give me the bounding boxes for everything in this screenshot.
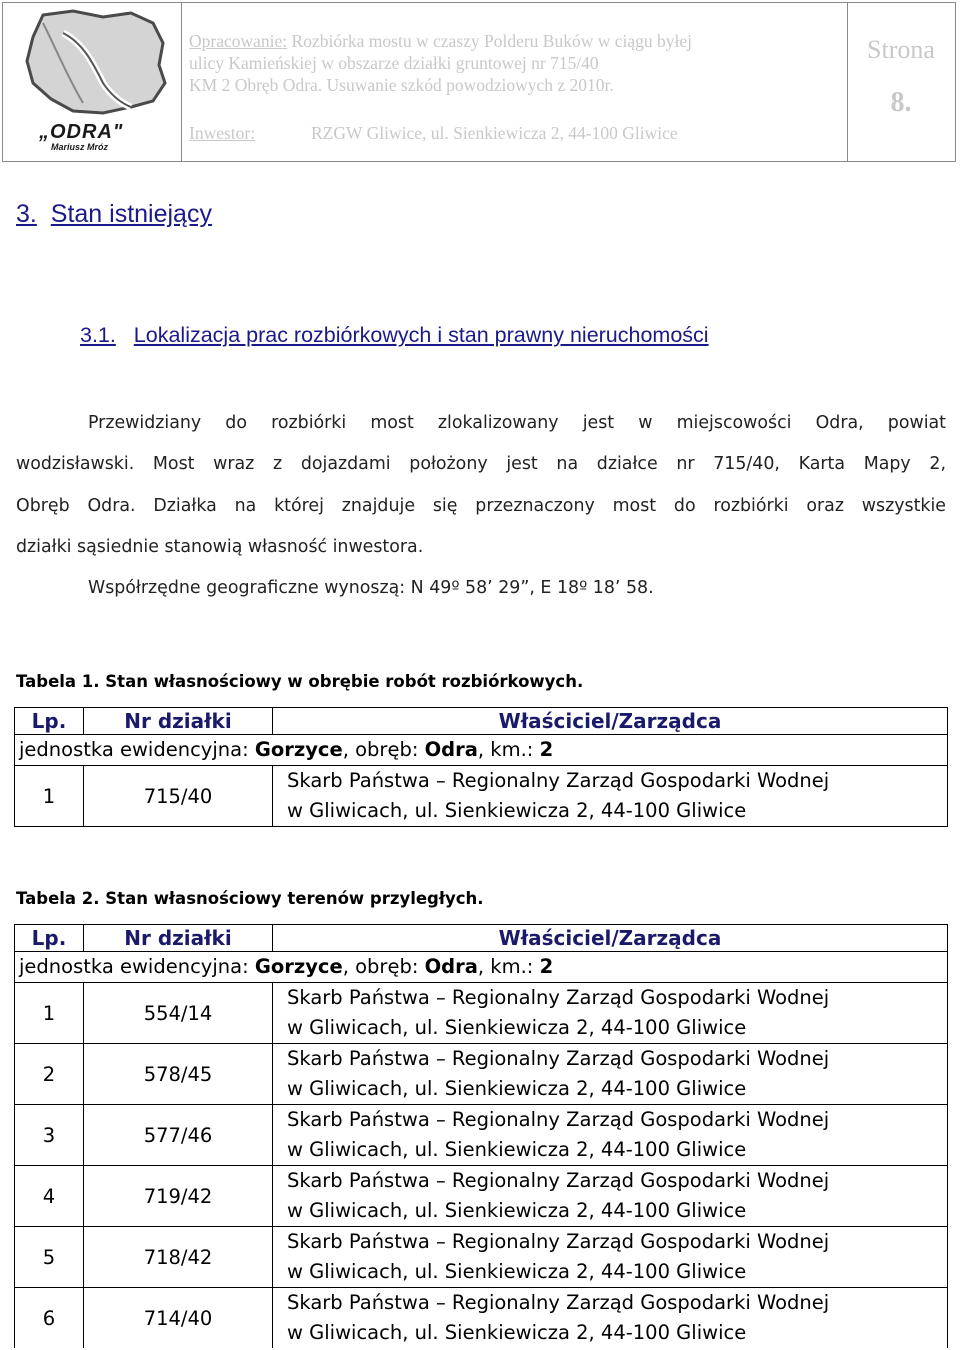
owner-line-1: Skarb Państwa – Regionalny Zarząd Gospodarki Wodnej [287, 769, 830, 792]
table-row [15, 1044, 948, 1105]
row-owner [273, 1227, 948, 1288]
subsection-title: Lokalizacja prac rozbiórkowych i stan prawny nieruchomości [133, 323, 709, 347]
section-title: Stan istniejący [50, 200, 212, 228]
header-owner: Właściciel/Zarządca [273, 708, 948, 735]
paragraph-line-3: Obręb Odra. Działka na której znajduje się przeznaczony most do rozbiórki oraz wszystkie [16, 496, 946, 516]
table-row [15, 1105, 948, 1166]
unit-km: 2 [539, 738, 554, 761]
row-owner [273, 1105, 948, 1166]
logo [3, 3, 182, 161]
unit-prefix: jednostka ewidencyjna: [19, 955, 255, 978]
row-owner [273, 1288, 948, 1349]
header-plot-number: Nr działki [84, 708, 273, 735]
row-lp: 1 [15, 983, 84, 1044]
header-lp: Lp. [15, 925, 84, 952]
owner-line-2: w Gliwicach, ul. Sienkiewicza 2, 44-100 Gliwice [287, 1016, 747, 1039]
ownership-table-1 [14, 707, 948, 827]
unit-row [15, 735, 948, 766]
unit-mid: , obręb: [342, 955, 425, 978]
paragraph-line-2: wodzisławski. Most wraz z dojazdami położony jest na działce nr 715/40, Karta Mapy 2, [16, 454, 946, 474]
owner-line-1: Skarb Państwa – Regionalny Zarząd Gospodarki Wodnej [287, 1108, 830, 1131]
row-plot-number: 719/42 [84, 1166, 273, 1227]
ownership-table-2 [14, 924, 948, 1348]
row-lp: 3 [15, 1105, 84, 1166]
owner-line-2: w Gliwicach, ul. Sienkiewicza 2, 44-100 Gliwice [287, 1138, 747, 1161]
row-plot-number: 714/40 [84, 1288, 273, 1349]
owner-line-1: Skarb Państwa – Regionalny Zarząd Gospodarki Wodnej [287, 1291, 830, 1314]
unit-km-label: , km.: [477, 955, 540, 978]
row-lp: 6 [15, 1288, 84, 1349]
project-line-1: Rozbiórka mostu w czaszy Polderu Buków w ciągu byłej [291, 31, 693, 51]
owner-line-2: w Gliwicach, ul. Sienkiewicza 2, 44-100 Gliwice [287, 1321, 747, 1344]
row-lp: 4 [15, 1166, 84, 1227]
owner-line-1: Skarb Państwa – Regionalny Zarząd Gospodarki Wodnej [287, 1230, 830, 1253]
owner-line-2: w Gliwicach, ul. Sienkiewicza 2, 44-100 Gliwice [287, 1260, 747, 1283]
unit-obreb: Odra [424, 738, 478, 761]
table-row [15, 766, 948, 827]
investor-label: Inwestor: [189, 123, 256, 143]
page-number: 8. [890, 87, 912, 118]
project-label: Opracowanie: [189, 31, 288, 51]
table-row [15, 1288, 948, 1349]
row-owner [273, 983, 948, 1044]
project-line-3: KM 2 Obręb Odra. Usuwanie szkód powodziowych z 2010r. [189, 75, 614, 95]
row-plot-number: 718/42 [84, 1227, 273, 1288]
table-row [15, 1227, 948, 1288]
table1-caption: Tabela 1. Stan własnościowy w obrębie robót rozbiórkowych. [16, 672, 584, 691]
subsection-number: 3.1. [80, 323, 116, 347]
unit-row [15, 952, 948, 983]
unit-gmina: Gorzyce [254, 955, 343, 978]
row-owner [273, 1044, 948, 1105]
row-lp: 1 [15, 766, 84, 827]
investor-value: RZGW Gliwice, ul. Sienkiewicza 2, 44-100 Gliwice [311, 123, 678, 143]
logo-subtitle: Mariusz Mróz [51, 142, 109, 152]
owner-line-2: w Gliwicach, ul. Sienkiewicza 2, 44-100 Gliwice [287, 1077, 747, 1100]
owner-line-2: w Gliwicach, ul. Sienkiewicza 2, 44-100 Gliwice [287, 1199, 747, 1222]
table-row [15, 1166, 948, 1227]
paragraph-line-1: Przewidziany do rozbiórki most zlokalizowany jest w miejscowości Odra, powiat [88, 413, 946, 433]
section-number: 3. [16, 200, 37, 228]
table-header-row [15, 925, 948, 952]
unit-prefix: jednostka ewidencyjna: [19, 738, 255, 761]
subsection-heading [80, 323, 709, 348]
project-info [181, 3, 848, 161]
page-label: Strona [867, 35, 935, 64]
table-row [15, 983, 948, 1044]
row-plot-number: 577/46 [84, 1105, 273, 1166]
owner-line-2: w Gliwicach, ul. Sienkiewicza 2, 44-100 Gliwice [287, 799, 747, 822]
row-lp: 5 [15, 1227, 84, 1288]
section-heading [16, 200, 212, 229]
unit-km-label: , km.: [477, 738, 540, 761]
project-line-2: ulicy Kamieńskiej w obszarze działki gruntowej nr 715/40 [189, 53, 599, 73]
unit-gmina: Gorzyce [254, 738, 343, 761]
page-indicator [847, 3, 955, 161]
owner-line-1: Skarb Państwa – Regionalny Zarząd Gospodarki Wodnej [287, 1047, 830, 1070]
unit-km: 2 [539, 955, 554, 978]
row-plot-number: 715/40 [84, 766, 273, 827]
row-owner [273, 1166, 948, 1227]
header-lp: Lp. [15, 708, 84, 735]
table-header-row [15, 708, 948, 735]
paragraph-line-4: działki sąsiednie stanowią własność inwestora. [16, 537, 424, 557]
unit-mid: , obręb: [342, 738, 425, 761]
page-header [2, 2, 956, 162]
header-owner: Właściciel/Zarządca [273, 925, 948, 952]
owner-line-1: Skarb Państwa – Regionalny Zarząd Gospodarki Wodnej [287, 986, 830, 1009]
table2-caption: Tabela 2. Stan własnościowy terenów przyległych. [16, 889, 484, 908]
unit-obreb: Odra [424, 955, 478, 978]
row-plot-number: 554/14 [84, 983, 273, 1044]
coordinates-line: Współrzędne geograficzne wynoszą: N 49º 58’ 29”, E 18º 18’ 58. [88, 578, 654, 598]
row-plot-number: 578/45 [84, 1044, 273, 1105]
row-lp: 2 [15, 1044, 84, 1105]
owner-line-1: Skarb Państwa – Regionalny Zarząd Gospodarki Wodnej [287, 1169, 830, 1192]
logo-text: „ODRA" [39, 121, 124, 143]
row-owner [273, 766, 948, 827]
header-plot-number: Nr działki [84, 925, 273, 952]
